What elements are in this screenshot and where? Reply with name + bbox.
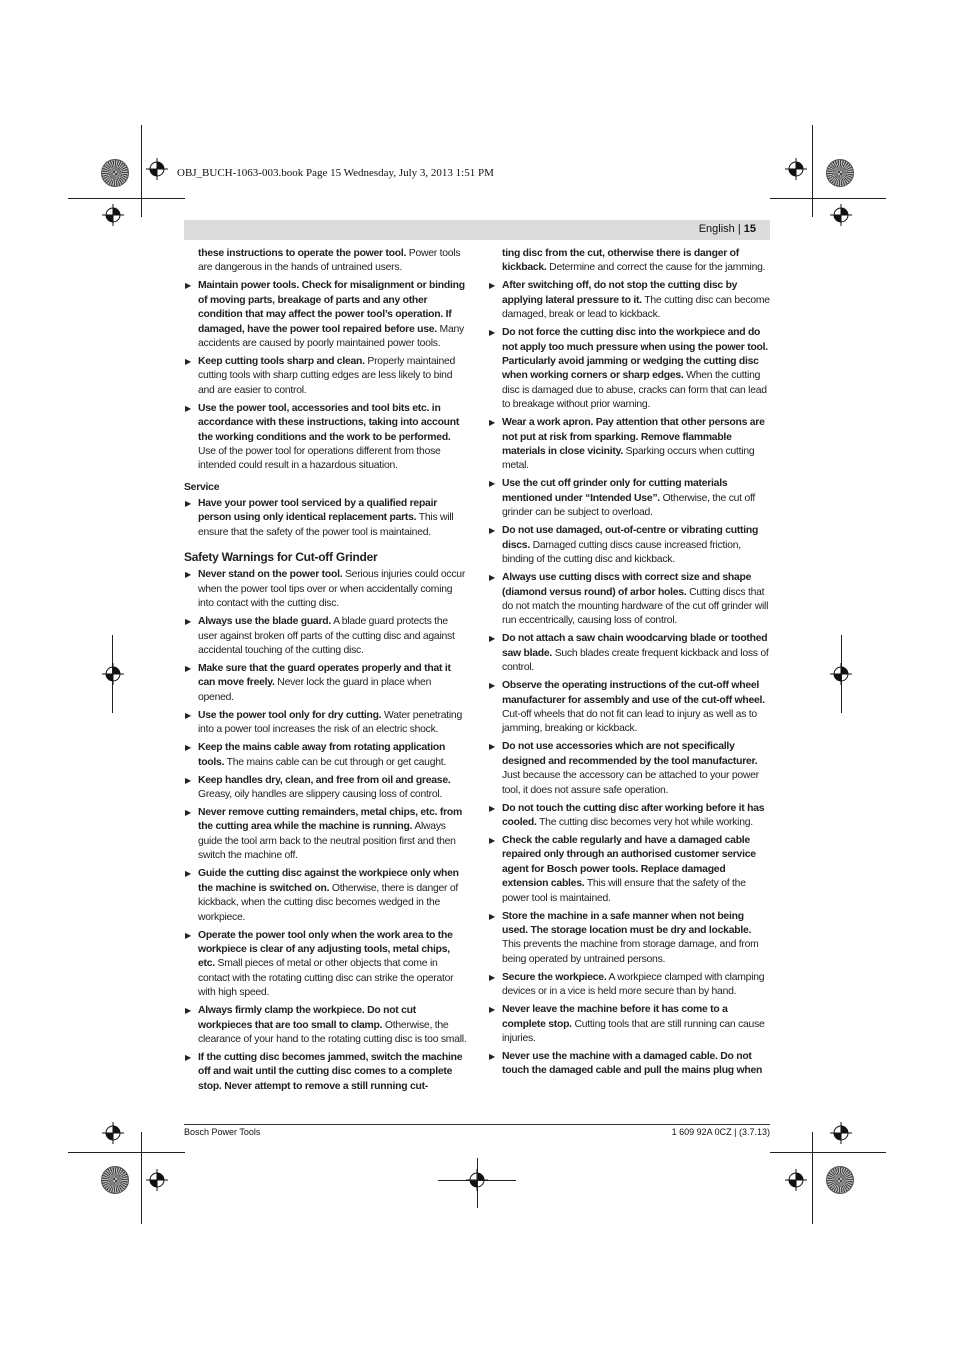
crop-mark [68,198,185,199]
warning-item [184,709,468,738]
right-column [488,247,772,1082]
continued-paragraph [488,247,772,276]
warning-text: Small pieces of metal or other objects that come in contact with the rotating cutting disc can strike the operator with high speed. [198,958,454,999]
warning-item [184,929,468,1001]
warning-item [488,679,772,737]
crop-mark [477,1158,478,1208]
warning-bold-text: Never remove cutting remainders, metal chips, etc. from the cutting area while the machine is running. [198,807,463,833]
warning-bold-text: Always firmly clamp the workpiece. Do not cut workpieces that are too small to clamp. [198,1005,416,1031]
color-rosette-icon [826,159,854,187]
bullet-triangle-icon: ▶ [489,972,495,982]
registration-mark-icon [102,663,124,685]
warning-text: Many accidents are caused by poorly maintained power tools. [198,323,464,350]
warning-item [184,806,468,864]
bullet-triangle-icon: ▶ [185,403,191,413]
warning-bold-text: Do not touch the cutting disc after working before it has cooled. [502,802,765,828]
warning-text: Otherwise, the clearance of your hand to the rotating cutting disc is too small. [198,1019,467,1045]
bullet-triangle-icon: ▶ [185,869,191,879]
warning-bold-text: Keep the mains cable away from rotating application tools. [198,742,446,768]
warning-text: The mains cable can be cut through or get caught. [224,756,447,768]
bullet-triangle-icon: ▶ [489,573,495,583]
bullet-triangle-icon: ▶ [185,775,191,785]
warning-item [184,774,468,803]
warning-text: Sparking occurs when cutting metal. [502,446,755,472]
warning-text: Never lock the guard in place when opened. [198,677,432,703]
crop-mark [812,1132,813,1224]
warning-item [488,477,772,520]
footer-doc-code: 1 609 92A 0CZ | (3.7.13) [671,1127,770,1137]
bullet-triangle-icon: ▶ [489,742,495,752]
crop-mark [770,198,886,199]
warning-text: Water penetrating into a power tool increases the risk of an electric shock. [198,709,462,736]
registration-mark-icon [785,1169,807,1191]
warning-item [488,416,772,474]
registration-mark-icon [102,1122,124,1144]
warning-item [184,497,468,540]
bullet-triangle-icon: ▶ [489,803,495,813]
warning-text: The cutting disc becomes very hot while working. [536,816,753,828]
bullet-triangle-icon: ▶ [185,281,191,291]
warning-text: This will ensure that the safety of the power tool is maintained. [502,878,746,904]
bullet-triangle-icon: ▶ [185,1052,191,1062]
crop-mark [68,1152,185,1153]
continued-paragraph [184,247,468,276]
page-header [699,223,756,235]
warning-bold-text: Always use the blade guard. [198,616,331,628]
warning-text: Such blades create frequent kickback and loss of control. [502,647,769,674]
print-info-line: OBJ_BUCH-1063-003.book Page 15 Wednesday, July 3, 2013 1:51 PM [177,167,494,179]
crop-mark [141,125,142,217]
warning-bold-text: Do not force the cutting disc into the workpiece and do not apply too much pressure when using the power tool. Particularly avoid jamming or wedging the cutting disc when working corners or sharp edges. [502,327,768,382]
warning-item [488,1050,772,1079]
warning-text: Just because the accessory can be attached to your power tool, it does not assure safe operation. [502,770,759,796]
warning-text: Properly maintained cutting tools with sharp cutting edges are less likely to bind and are easier to control. [198,356,456,396]
bullet-triangle-icon: ▶ [489,418,495,428]
warning-bold-text: Use the power tool, accessories and tool bits etc. in accordance with these instructions, taking into account the working conditions and the work to be performed. [198,402,460,443]
warning-item [184,867,468,925]
warning-item [488,524,772,567]
warning-item [184,568,468,611]
warning-text: Always guide the tool arm back to the neutral position first and then switch the machine off. [198,821,456,862]
footer-rule [184,1124,770,1125]
warning-bold-text: Check the cable regularly and have a damaged cable repaired only through an authorised customer service agent for Bosch power tools. Replace damaged extension cables. [502,834,756,890]
crop-mark [812,125,813,217]
warning-item [488,632,772,675]
warning-item [488,279,772,322]
bullet-triangle-icon: ▶ [185,617,191,627]
warning-bold-text: Observe the operating instructions of the cut-off wheel manufacturer for assembly and use of the cut-off wheel. [502,680,765,706]
warning-text: Cutting discs that do not match the mounting hardware of the cut off grinder will run eccentrically, causing loss of control. [502,586,769,627]
warning-bold-text: Do not attach a saw chain woodcarving blade or toothed saw blade. [502,633,768,659]
registration-mark-icon [785,158,807,180]
warning-item [488,910,772,968]
section-heading: Safety Warnings for Cut-off Grinder [184,550,378,564]
warning-bold-text: Guide the cutting disc against the workpiece only when the machine is switched on. [198,868,459,894]
warning-bold-text: Secure the workpiece. [502,971,607,983]
warning-bold-text: Make sure that the guard operates properly and that it can move freely. [198,663,451,689]
warning-text: Cut-off wheels that do not fit can lead to injury as well as to jamming, breaking or kickback. [502,708,757,735]
bullet-triangle-icon: ▶ [185,498,191,508]
warning-bold-text: Do not use damaged, out-of-centre or vibrating cutting discs. [502,525,759,551]
warning-bold-text: Use the cut off grinder only for cutting materials mentioned under “Intended Use”. [502,478,728,504]
registration-mark-icon [146,158,168,180]
warning-text: This prevents the machine from storage damage, and from being operated by untrained persons. [502,939,759,965]
warning-bold-text: If the cutting disc becomes jammed, switch the machine off and wait until the cutting disc comes to a complete stop. Never attempt to remove a still running cut- [198,1051,463,1092]
registration-mark-icon [102,204,124,226]
bullet-triangle-icon: ▶ [185,710,191,720]
bullet-triangle-icon: ▶ [489,1005,495,1015]
registration-mark-icon [146,1169,168,1191]
warning-bold-text: Always use cutting discs with correct size and shape (diamond versus round) of arbor holes. [502,572,752,598]
bullet-triangle-icon: ▶ [185,930,191,940]
warning-text: A blade guard protects the user against broken off parts of the cutting disc and against accidental touching of the cutting disc. [198,616,455,657]
warning-bold-text: ting disc from the cut, otherwise there is danger of kickback. [502,248,739,274]
bullet-triangle-icon: ▶ [489,281,495,291]
warning-item [184,1051,468,1094]
warning-text: Serious injuries could occur when the power tool tips over or when accidentally coming into contact with the cutting disc. [198,569,466,610]
warning-text: Determine and correct the cause for the jamming. [546,262,766,274]
page-header-bar [184,220,770,240]
bullet-triangle-icon: ▶ [489,479,495,489]
warning-item [184,402,468,474]
warning-bold-text: Never leave the machine before it has come to a complete stop. [502,1004,728,1030]
crop-mark [141,1132,142,1224]
bullet-triangle-icon: ▶ [489,328,495,338]
page-number: 15 [743,223,756,235]
bullet-triangle-icon: ▶ [489,835,495,845]
warning-bold-text: Never stand on the power tool. [198,569,343,581]
header-language: English [698,223,735,235]
warning-item [184,355,468,398]
bullet-triangle-icon: ▶ [489,911,495,921]
warning-bold-text: Maintain power tools. Check for misalignment or binding of moving parts, breakage of parts and any other condition that may affect the power tool’s operation. If damaged, have the power tool repaired before use. [198,280,465,335]
bullet-triangle-icon: ▶ [185,808,191,818]
warning-text: Use of the power tool for operations different from those intended could result in a hazardous situation. [198,446,441,472]
bullet-triangle-icon: ▶ [489,634,495,644]
bullet-triangle-icon: ▶ [185,743,191,753]
warning-text: When the cutting disc is damaged due to abuse, cracks can form that can lead to breakage without prior warning. [502,370,767,411]
footer-brand: Bosch Power Tools [184,1127,261,1137]
warning-item [488,1003,772,1046]
warning-bold-text: Operate the power tool only when the work area to the workpiece is clear of any adjusting tools, metal chips, etc. [198,929,453,970]
warning-text: Power tools are dangerous in the hands of untrained users. [198,248,461,274]
header-separator: | [737,223,741,235]
bullet-triangle-icon: ▶ [185,357,191,367]
warning-text: The cutting disc can become damaged, break or lead to kickback. [502,294,770,321]
warning-item [184,615,468,658]
warning-bold-text: these instructions to operate the power tool. [198,248,407,259]
warning-item [488,834,772,906]
warning-item [184,741,468,770]
bullet-triangle-icon: ▶ [489,526,495,536]
warning-item [488,802,772,831]
bullet-triangle-icon: ▶ [489,1052,495,1062]
bullet-triangle-icon: ▶ [185,1006,191,1016]
color-rosette-icon [101,1166,129,1194]
warning-bold-text: Do not use accessories which are not specifically designed and recommended by the tool manufacturer. [502,741,758,767]
warning-text: Otherwise, there is danger of kickback, when the cutting disc becomes wedged in the workpiece. [198,882,459,923]
warning-bold-text: Keep cutting tools sharp and clean. [198,356,365,368]
warning-bold-text: Keep handles dry, clean, and free from oil and grease. [198,774,451,786]
warning-item [488,571,772,629]
left-column [184,247,468,1098]
registration-mark-icon [830,204,852,226]
warning-text: Damaged cutting discs cause increased friction, binding of the cutting disc and kickback. [502,539,741,566]
warning-item [184,279,468,351]
warning-bold-text: Wear a work apron. Pay attention that other persons are not put at risk from sparking. Remove flammable materials in close vicinity. [502,417,765,458]
warning-item [488,971,772,1000]
warning-bold-text: Never use the machine with a damaged cable. Do not touch the damaged cable and pull the mains plug when [502,1051,763,1077]
warning-text: Otherwise, the cut off grinder can be subject to overload. [502,492,756,519]
color-rosette-icon [826,1166,854,1194]
warning-text: A workpiece clamped with clamping devices or in a vice is held more secure than by hand. [502,971,765,998]
warning-item [184,1004,468,1047]
warning-item [488,740,772,798]
warning-bold-text: Use the power tool only for dry cutting. [198,709,382,721]
warning-text: This will ensure that the safety of the power tool is maintained. [198,512,454,538]
warning-bold-text: After switching off, do not stop the cutting disc by applying lateral pressure to it. [502,280,738,306]
warning-text: Cutting tools that are still running can cause injuries. [502,1018,765,1045]
registration-mark-icon [830,1122,852,1144]
bullet-triangle-icon: ▶ [489,681,495,691]
bullet-triangle-icon: ▶ [185,664,191,674]
warning-bold-text: Have your power tool serviced by a qualified repair person using only identical replacement parts. [198,497,438,524]
warning-bold-text: Store the machine in a safe manner when not being used. The storage location must be dry and lockable. [502,910,752,936]
warning-text: Greasy, oily handles are slippery causing loss of control. [198,789,443,801]
bullet-triangle-icon: ▶ [185,570,191,580]
warning-item [184,662,468,705]
color-rosette-icon [101,159,129,187]
service-heading: Service [184,481,220,493]
warning-item [488,326,772,412]
crop-mark [770,1152,886,1153]
registration-mark-icon [830,663,852,685]
